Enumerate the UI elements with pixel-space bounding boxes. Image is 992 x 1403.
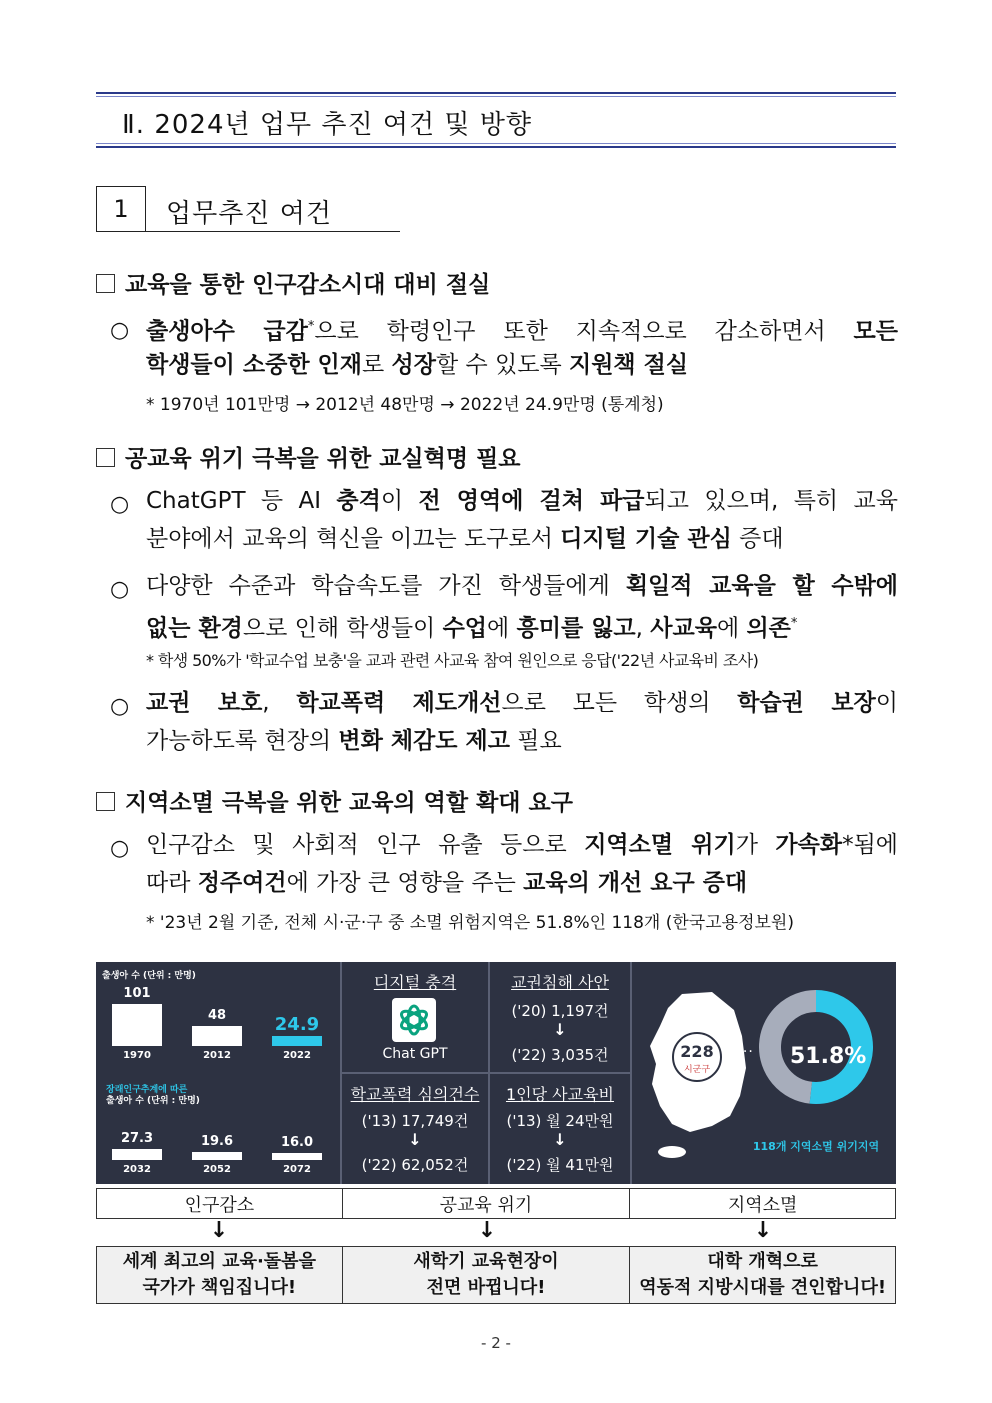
divider	[630, 962, 632, 1184]
arrow-row	[96, 1218, 896, 1246]
bullet-heading: 교육을 통한 인구감소시대 대비 절실	[96, 266, 490, 299]
divider	[342, 1072, 630, 1074]
category-cell: 인구감소	[97, 1189, 343, 1219]
bar-value-label: 19.6	[200, 1133, 234, 1149]
down-arrow-icon: ↓	[209, 1218, 229, 1243]
chart-bar	[192, 1152, 242, 1160]
bar-value-label: 101	[123, 986, 151, 1001]
teacher-value-1: ('20) 1,197건	[511, 1002, 609, 1020]
paragraph: 교권 보호, 학교폭력 제도개선으로 모든 학생의 학습권 보장이	[146, 690, 898, 716]
bar-category-label: 2032	[123, 1164, 151, 1175]
header-rule	[96, 96, 896, 97]
down-arrow-icon: ↓	[553, 1130, 567, 1149]
chart-bar	[192, 1026, 242, 1046]
chart-bar	[272, 1036, 322, 1046]
page-number: - 2 -	[481, 1334, 511, 1352]
bullet-heading: 지역소멸 극복을 위한 교육의 역할 확대 요구	[96, 784, 573, 817]
chart-bar	[112, 1004, 162, 1046]
circle-bullet-icon: ○	[110, 492, 130, 517]
teacher-value-2: ('22) 3,035건	[511, 1046, 609, 1064]
paragraph: 다양한 수준과 학습속도를 가진 학생들에게 획일적 교육을 할 수밖에	[146, 573, 899, 599]
bar-value-label: 16.0	[280, 1135, 314, 1151]
bar-value-label: 48	[207, 1008, 227, 1024]
section-title: Ⅱ. 2024년 업무 추진 여건 및 방향	[122, 110, 532, 140]
region-count: 228	[680, 1042, 714, 1061]
chart-title: 장래인구추계에 따른	[106, 1085, 188, 1095]
chart-bar	[112, 1149, 162, 1160]
private-value-1: ('13) 월 24만원	[506, 1112, 614, 1130]
chart-title: 출생아 수 (단위 : 만명)	[106, 1096, 200, 1106]
circle-bullet-icon: ○	[110, 318, 130, 343]
footnote: * '23년 2월 기준, 전체 시·군·구 중 소멸 위험지역은 51.8%인 118개 (한국고용정보원)	[146, 913, 794, 933]
digital-title: 디지털 충격	[373, 973, 457, 992]
bullet-heading: 공교육 위기 극복을 위한 교실혁명 필요	[96, 440, 521, 473]
header-rule	[96, 143, 896, 144]
category-cell: 지역소멸	[630, 1189, 896, 1219]
footnote: * 1970년 101만명 → 2012년 48만명 → 2022년 24.9만명 (통계청)	[146, 395, 664, 415]
down-arrow-icon: ↓	[477, 1218, 497, 1243]
circle-bullet-icon: ○	[110, 836, 130, 861]
chart-title: 출생아 수 (단위 : 만명)	[102, 971, 196, 981]
category-cell: 공교육 위기	[342, 1189, 630, 1219]
bar-category-label: 2012	[203, 1050, 231, 1061]
down-arrow-icon: ↓	[408, 1130, 422, 1149]
bar-value-label: 24.9	[274, 1013, 320, 1035]
sub-header	[96, 186, 400, 232]
down-arrow-icon: ↓	[753, 1218, 773, 1243]
paragraph: 인구감소 및 사회적 인구 유출 등으로 지역소멸 위기가 가속화*됨에	[146, 832, 899, 858]
teacher-title: 교권침해 사안	[511, 973, 609, 992]
paragraph: 가능하도록 현장의 변화 체감도 제고 필요	[146, 728, 562, 754]
paragraph: ChatGPT 등 AI 충격이 전 영역에 걸쳐 파급되고 있으며, 특히 교육	[146, 488, 898, 514]
region-unit: 시군구	[683, 1065, 711, 1075]
down-arrow-icon: ↓	[553, 1020, 567, 1039]
bar-category-label: 2072	[283, 1164, 311, 1175]
donut-center-label: 51.8%	[790, 1044, 867, 1069]
goal-cell: 세계 최고의 교육·돌봄을 국가가 책임집니다!	[97, 1247, 343, 1304]
header-rule	[96, 92, 896, 94]
checkbox-square-icon	[96, 274, 115, 293]
paragraph: 따라 정주여건에 가장 큰 영향을 주는 교육의 개선 요구 증대	[146, 870, 748, 896]
circle-bullet-icon: ○	[110, 694, 130, 719]
digital-caption: Chat GPT	[382, 1046, 448, 1062]
goal-cell: 새학기 교육현장이 전면 바뀝니다!	[342, 1247, 630, 1304]
infographic	[96, 962, 896, 1184]
goal-table	[96, 1246, 896, 1304]
bar-value-label: 27.3	[120, 1130, 154, 1146]
sub-number: 1	[96, 186, 146, 232]
dots: ····	[732, 1044, 754, 1060]
paragraph: 없는 환경으로 인해 학생들이 수업에 흥미를 잃고, 사교육에 의존*	[146, 615, 798, 642]
paragraph: 분야에서 교육의 혁신을 이끄는 도구로서 디지털 기술 관심 증대	[146, 526, 784, 552]
chart-bar	[272, 1153, 322, 1160]
circle-bullet-icon: ○	[110, 577, 130, 602]
private-title: 1인당 사교육비	[505, 1085, 614, 1104]
region-badge	[672, 1032, 722, 1082]
category-table	[96, 1188, 896, 1219]
header-rule	[96, 146, 896, 148]
section-header	[96, 92, 896, 148]
violence-title: 학교폭력 심의건수	[350, 1085, 480, 1104]
bar-category-label: 2022	[283, 1050, 311, 1061]
violence-value-1: ('13) 17,749건	[361, 1112, 469, 1130]
paragraph: 학생들이 소중한 인재로 성장할 수 있도록 지원책 절실	[146, 352, 689, 378]
checkbox-square-icon	[96, 448, 115, 467]
bar-category-label: 2052	[203, 1164, 231, 1175]
footnote: * 학생 50%가 '학교수업 보충'을 교과 관련 사교육 참여 원인으로 응답('22년 사교육비 조사)	[146, 651, 759, 670]
checkbox-square-icon	[96, 792, 115, 811]
bar-category-label: 1970	[123, 1050, 151, 1061]
paragraph: 출생아수 급감*으로 학령인구 또한 지속적으로 감소하면서 모든	[146, 318, 898, 345]
violence-value-2: ('22) 62,052건	[361, 1156, 469, 1174]
private-value-2: ('22) 월 41만원	[506, 1156, 614, 1174]
sub-title: 업무추진 여건	[166, 199, 332, 229]
donut-caption: 118개 지역소멸 위기지역	[752, 1140, 880, 1153]
goal-cell: 대학 개혁으로 역동적 지방시대를 견인합니다!	[630, 1247, 896, 1304]
chatgpt-logo-icon	[392, 998, 436, 1042]
